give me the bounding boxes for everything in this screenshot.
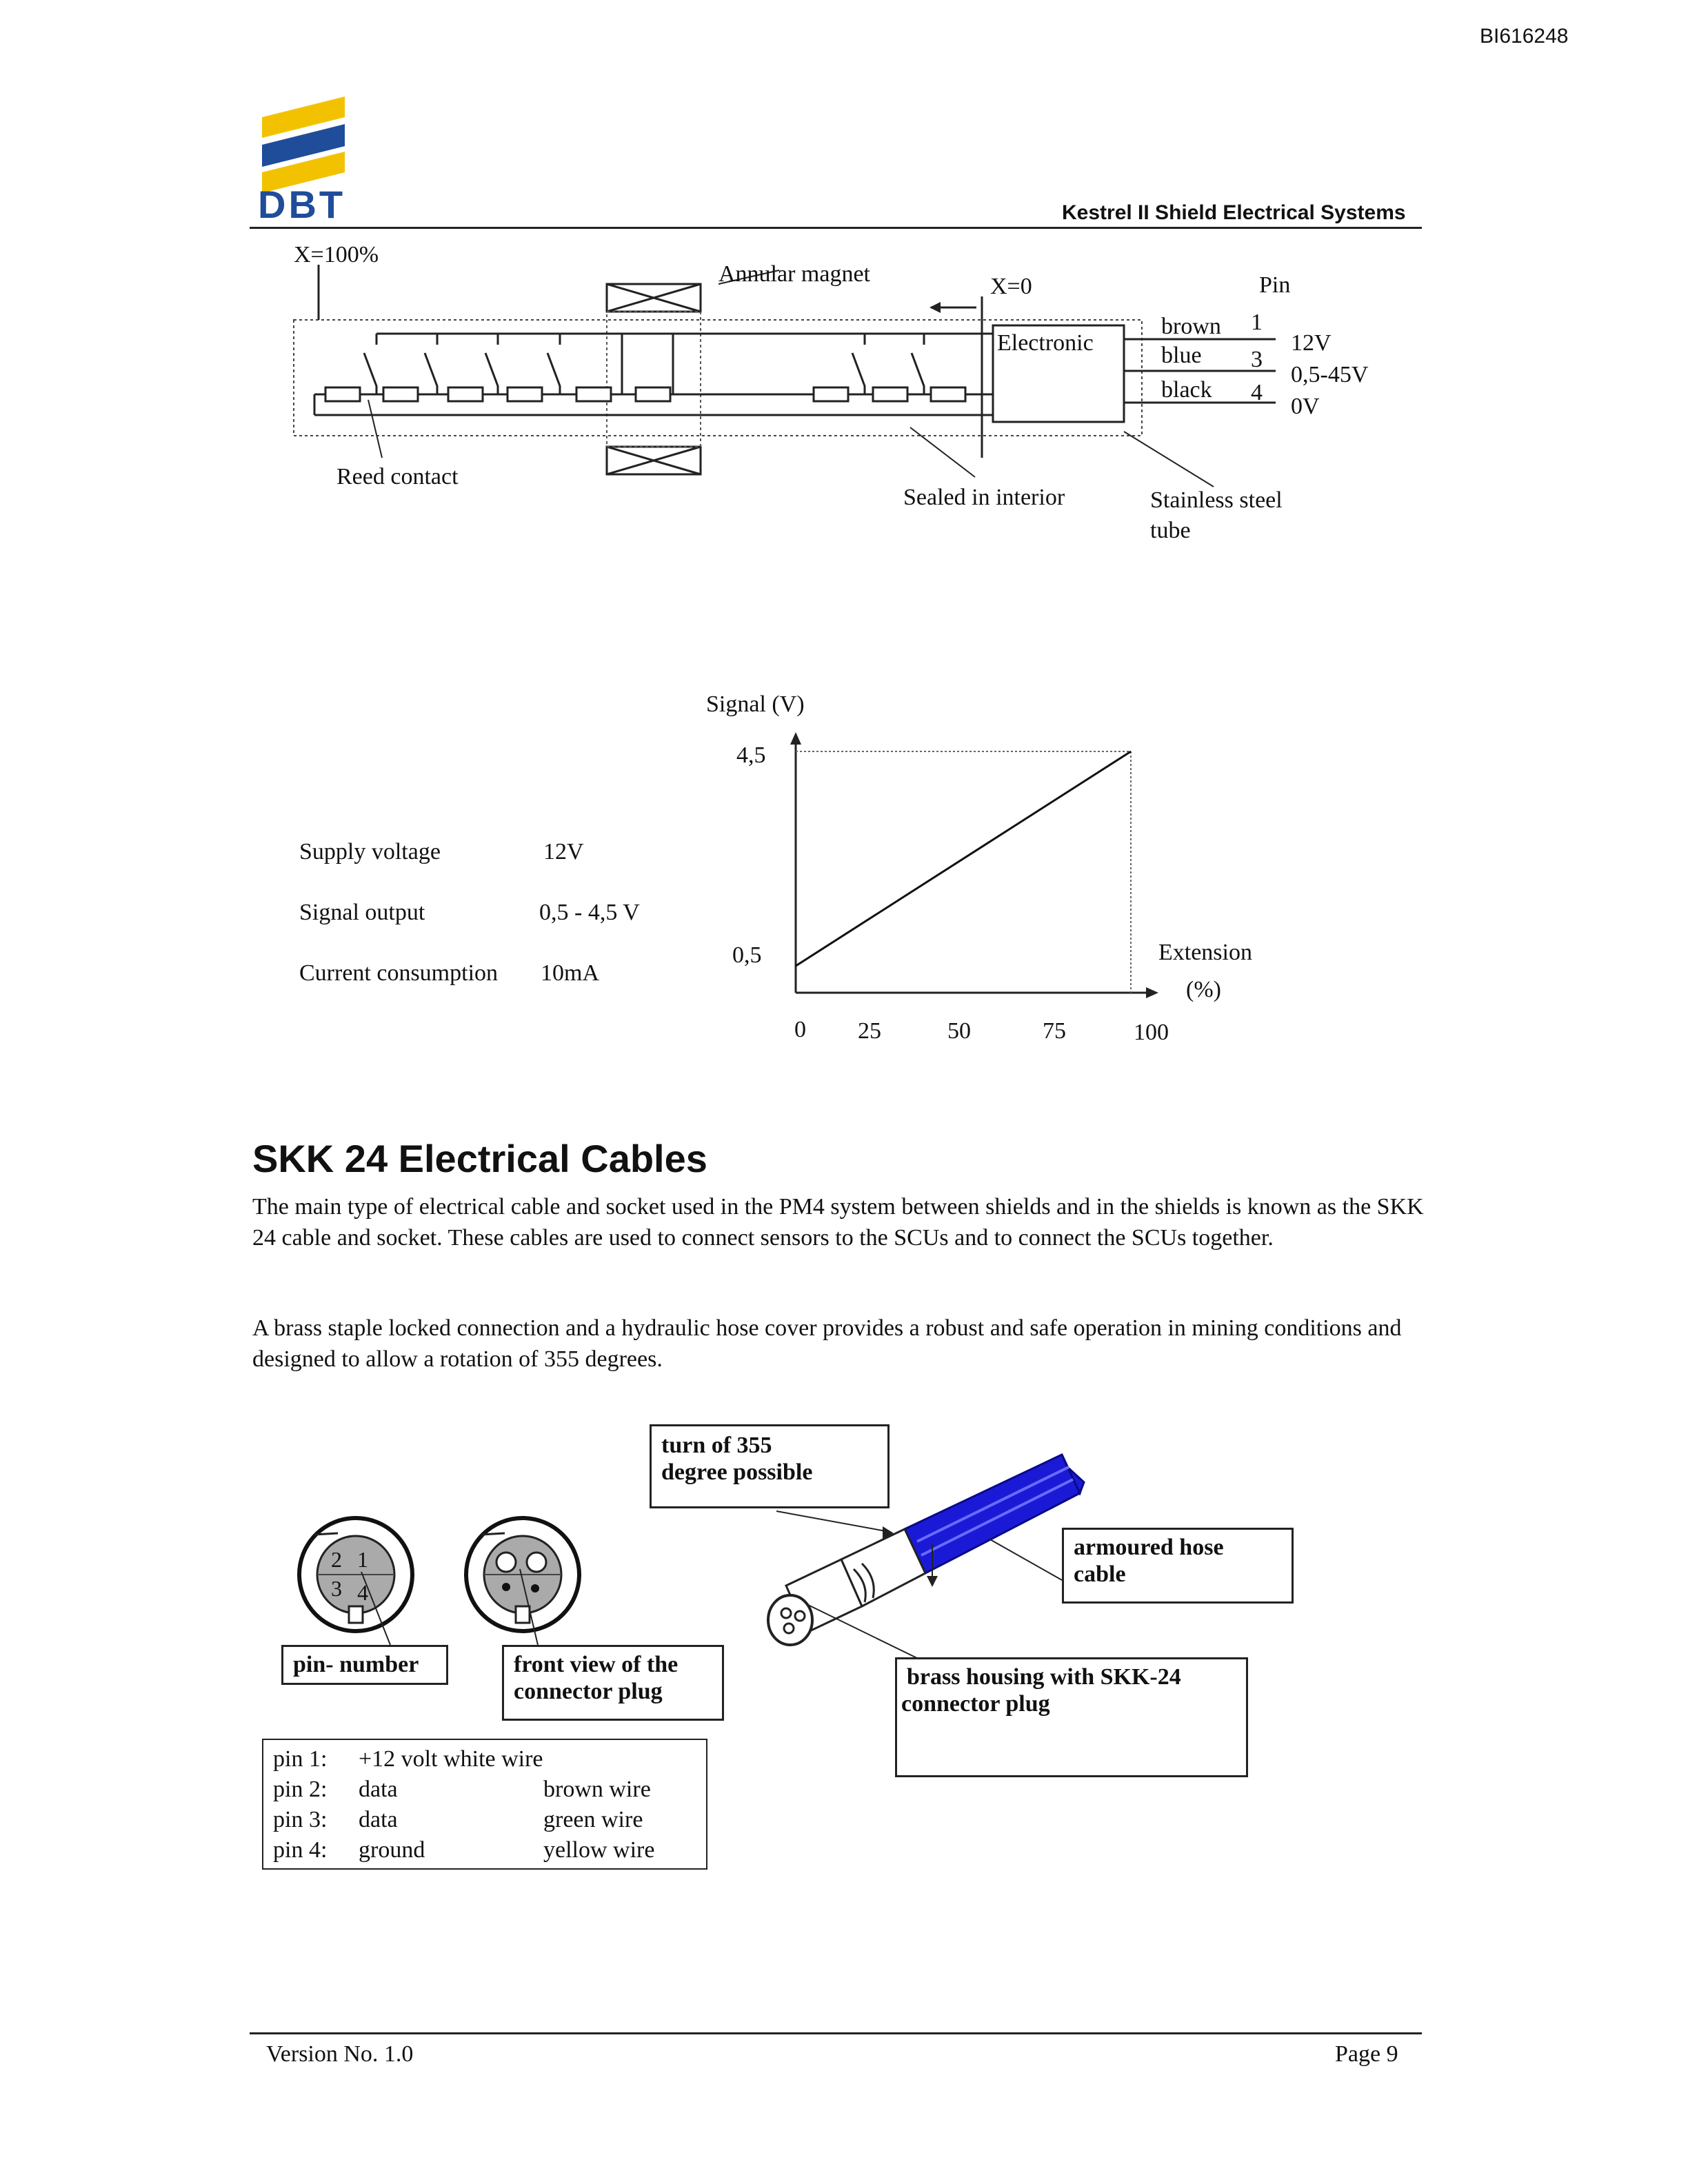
spec-signal-label: Signal output: [299, 900, 425, 925]
pin-number-label: pin- number: [293, 1652, 419, 1677]
paragraph-2: A brass staple locked connection and a hydraulic hose cover provides a robust and safe operation in mining conditions and designed to allow a rotation of 355 degrees.: [252, 1315, 1402, 1372]
pin-3-function: data: [359, 1807, 398, 1832]
brass-callout: [895, 1657, 1248, 1777]
voltage-12v: 12V: [1291, 330, 1332, 356]
paragraph-1: The main type of electrical cable and socket used in the PM4 system between shields and in the shields is known as the SKK 24 cable and socket. These cables are used to connect sensors to the SCUs and to connect the SCUs together.: [252, 1194, 1424, 1251]
chart-xtick-0: 0: [794, 1017, 806, 1042]
pin-2-function: data: [359, 1777, 398, 1802]
logo-text: DBT: [258, 183, 346, 226]
header-title: Kestrel II Shield Electrical Systems: [1062, 201, 1406, 224]
section-title: SKK 24 Electrical Cables: [252, 1137, 707, 1180]
x0-label: X=0: [990, 274, 1032, 299]
chart-xtick-50: 50: [947, 1018, 971, 1044]
pin-header-label: Pin: [1259, 272, 1291, 298]
chart-ytick-min: 0,5: [732, 942, 762, 968]
wire-black-pin: 4: [1251, 380, 1263, 405]
pin-digit-2: 2: [331, 1547, 342, 1572]
turn-callout-line-1: turn of 355: [661, 1433, 772, 1458]
spec-supply-label: Supply voltage: [299, 839, 441, 865]
footer-page: Page 9: [1335, 2041, 1398, 2067]
pin-number-callout: [281, 1645, 448, 1685]
electronic-label: Electronic: [997, 330, 1094, 356]
pin-1-function: +12 volt white wire: [359, 1746, 543, 1772]
armoured-callout-line-2: cable: [1074, 1561, 1126, 1588]
pin-4-label: pin 4:: [273, 1837, 328, 1863]
pin-4-function: ground: [359, 1837, 425, 1863]
pin-digit-4: 4: [357, 1580, 368, 1605]
chart-xlabel-1: Extension: [1158, 940, 1252, 965]
pin-2-label: pin 2:: [273, 1777, 328, 1802]
footer-version: Version No. 1.0: [266, 2041, 414, 2067]
pin-2-wire: brown wire: [543, 1777, 651, 1802]
pin-4-wire: yellow wire: [543, 1837, 655, 1863]
sealed-label: Sealed in interior: [903, 485, 1065, 510]
wire-black: black: [1161, 377, 1212, 403]
brass-callout-line-2: connector plug: [901, 1691, 1050, 1717]
tube-label-2: tube: [1150, 518, 1191, 543]
armoured-callout: [1062, 1528, 1294, 1604]
pin-3-wire: green wire: [543, 1807, 643, 1832]
front-view-line-2: connector plug: [514, 1679, 663, 1705]
tube-label-1: Stainless steel: [1150, 487, 1283, 513]
voltage-signal: 0,5-45V: [1291, 362, 1369, 387]
spec-supply-value: 12V: [543, 839, 584, 865]
pin-digit-3: 3: [331, 1576, 342, 1601]
armoured-callout-line-1: armoured hose: [1074, 1535, 1224, 1560]
chart-xlabel-2: (%): [1186, 977, 1221, 1002]
chart-xtick-25: 25: [858, 1018, 881, 1044]
pin-3-label: pin 3:: [273, 1807, 328, 1832]
chart-ylabel: Signal (V): [706, 691, 805, 717]
wire-brown: brown: [1161, 314, 1221, 339]
spec-signal-value: 0,5 - 4,5 V: [539, 900, 640, 925]
wire-blue: blue: [1161, 343, 1202, 368]
pin-table: [262, 1739, 707, 1870]
front-view-connector-icon: [466, 1518, 579, 1645]
brass-callout-line-1: brass housing with SKK-24: [907, 1664, 1181, 1690]
chart-xtick-75: 75: [1043, 1018, 1066, 1044]
wire-blue-pin: 3: [1251, 347, 1263, 372]
voltage-0v: 0V: [1291, 394, 1320, 419]
x100-label: X=100%: [294, 242, 379, 267]
spec-current-value: 10mA: [541, 960, 599, 986]
footer-rule: [250, 2032, 1422, 2034]
annular-magnet-label: Annular magnet: [719, 261, 870, 287]
wire-brown-pin: 1: [1251, 310, 1263, 335]
chart-xtick-100: 100: [1134, 1020, 1169, 1045]
reed-contact-label: Reed contact: [336, 464, 459, 489]
document-id: BI616248: [1480, 25, 1569, 48]
pin-1-label: pin 1:: [273, 1746, 328, 1772]
chart-ytick-max: 4,5: [736, 742, 766, 768]
spec-current-label: Current consumption: [299, 960, 499, 986]
pin-digit-1: 1: [357, 1547, 368, 1572]
pin-number-connector-icon: [299, 1518, 412, 1645]
front-view-line-1: front view of the: [514, 1652, 679, 1677]
turn-callout-line-2: degree possible: [661, 1459, 813, 1486]
front-view-callout: [502, 1645, 724, 1721]
turn-callout: [650, 1424, 890, 1508]
